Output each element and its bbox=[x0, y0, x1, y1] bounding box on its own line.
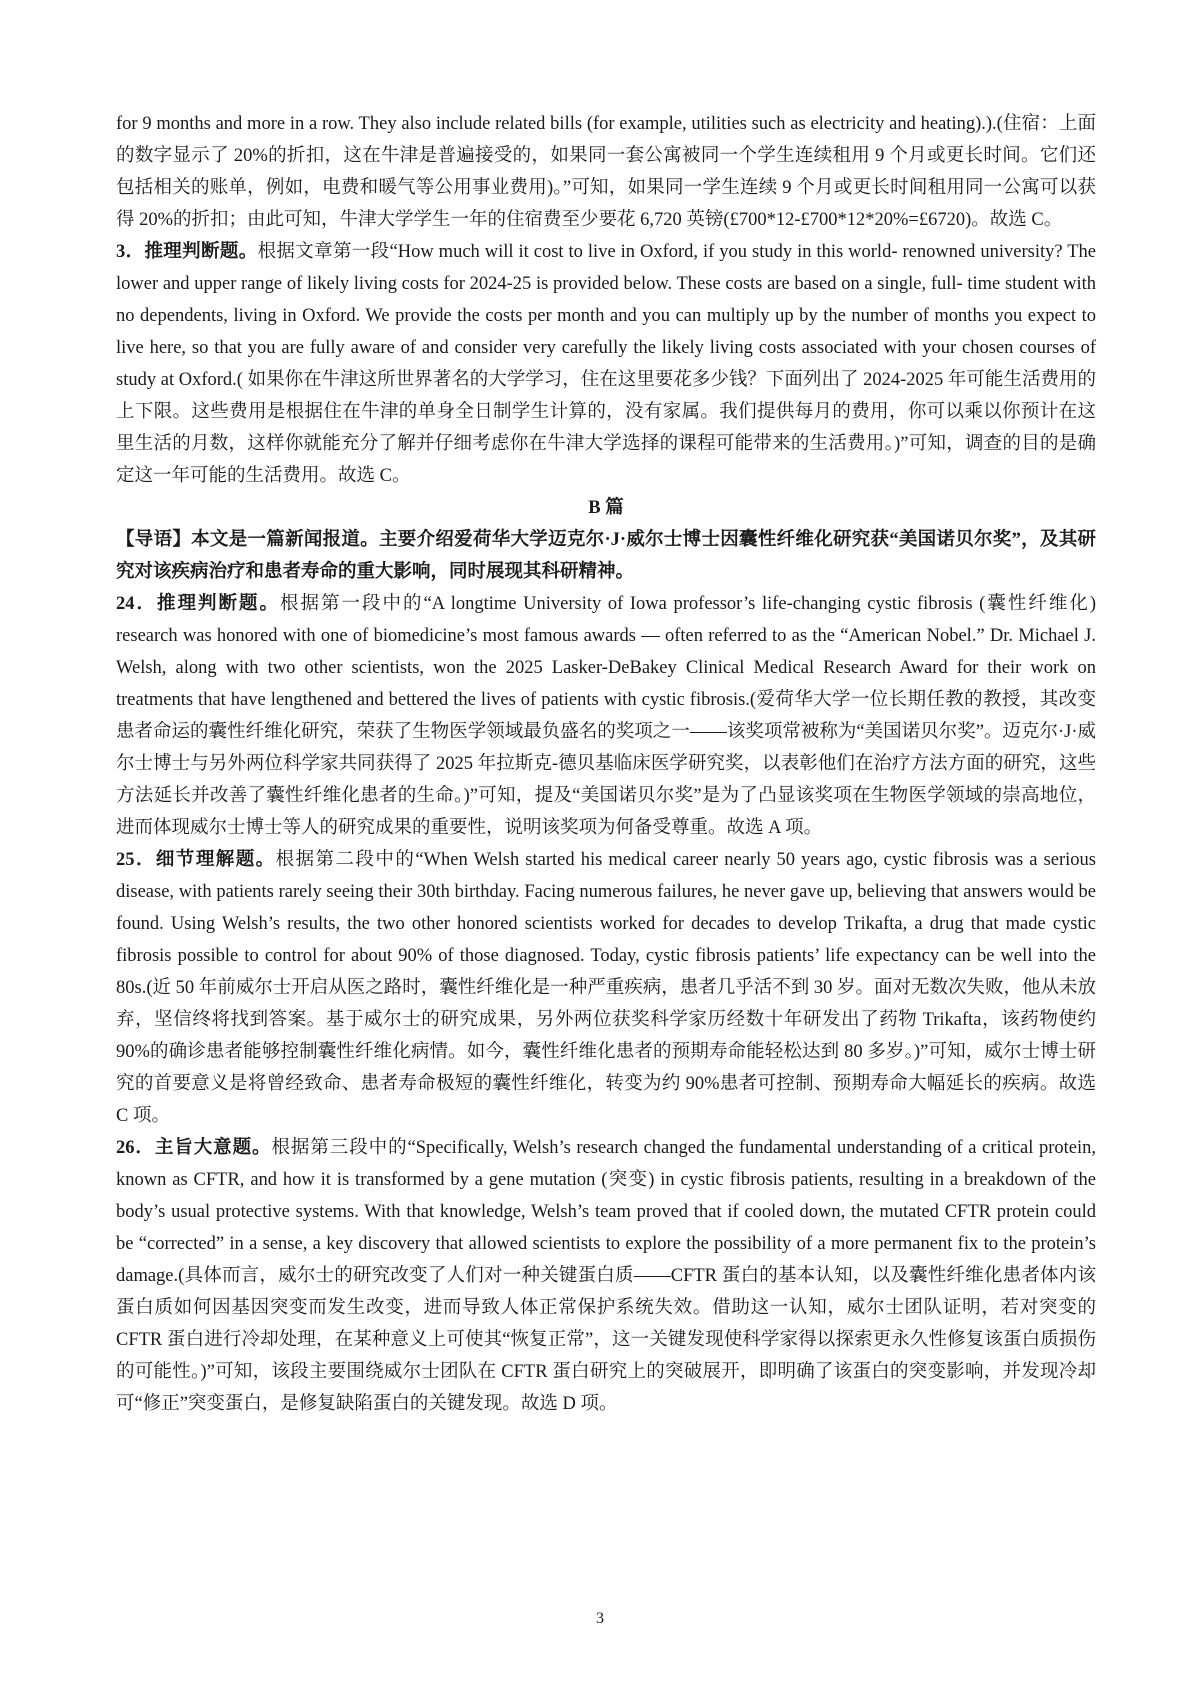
continuation-paragraph: for 9 months and more in a row. They also include related bills (for example, utilities such as electricity and heating).).(住宿：上面的数字显示了 20%的折扣，这在牛津是普遍接受的，如果同一套公寓被同一个学生连续租用 9 个月或更长时间。它们还包括相关的账单，例如，电费和暖气等公用事业费用)。”可知，如果同一学生连续 9 个月或更长时间租用同一公寓可以获得 20%的折扣；由此可知，牛津大学学生一年的住宿费至少要花 6,720 英镑(£700*12-£700*12*20%=£6720)。故选 C。 bbox=[116, 114, 1096, 230]
document-page bbox=[116, 108, 1096, 1420]
item-label: 26．主旨大意题。 bbox=[116, 1138, 272, 1158]
item-label: 24．推理判断题。 bbox=[116, 594, 281, 614]
item-text: 根据第三段中的“Specifically, Welsh’s research changed the fundamental understanding of a critical protein, known as CFTR, and how it is transformed by a gene mutation (突变) in cystic fibrosis patients, resulting in a breakdown of the body’s usual protective systems. With that knowledge, Welsh’s team proved that if cooled down, the mutated CFTR protein could be “corrected” in a sense, a key discovery that allowed scientists to explore the possibility of a more permanent fix to the protein’s damage.(具体而言，威尔士的研究改变了人们对一种关键蛋白质——CFTR 蛋白的基本认知，以及囊性纤维化患者体内该蛋白质如何因基因突变而发生改变，进而导致人体正常保护系统失效。借助这一认知，威尔士团队证明，若对突变的 CFTR 蛋白进行冷却处理，在某种意义上可使其“恢复正常”，这一关键发现使科学家得以探索更永久性修复该蛋白质损伤的可能性。)”可知，该段主要围绕威尔士团队在 CFTR 蛋白研究上的突破展开，即明确了该蛋白的突变影响，并发现冷却可“修正”突变蛋白，是修复缺陷蛋白的关键发现。故选 D 项。 bbox=[116, 1138, 1096, 1414]
page-number: 3 bbox=[596, 1610, 604, 1627]
section-title: B 篇 bbox=[588, 498, 624, 518]
item-label: 25．细节理解题。 bbox=[116, 850, 276, 870]
answer-item-26 bbox=[116, 1132, 1096, 1420]
section-intro: 【导语】本文是一篇新闻报道。主要介绍爱荷华大学迈克尔·J·威尔士博士因囊性纤维化研究获“美国诺贝尔奖”，及其研究对该疾病治疗和患者寿命的重大影响，同时展现其科研精神。 bbox=[116, 530, 1096, 582]
answer-item-24 bbox=[116, 588, 1096, 844]
item-text: 根据第二段中的“When Welsh started his medical career nearly 50 years ago, cystic fibrosis was a serious disease, with patients rarely seeing their 30th birthday. Facing numerous failures, he never gave up, believing that answers would be found. Using Welsh’s results, the two other honored scientists worked for decades to develop Trikafta, a drug that made cystic fibrosis possible to control for about 90% of those diagnosed. Today, cystic fibrosis patients’ life expectancy can be well into the 80s.(近 50 年前威尔士开启从医之路时，囊性纤维化是一种严重疾病，患者几乎活不到 30 岁。面对无数次失败，他从未放弃，坚信终将找到答案。基于威尔士的研究成果，另外两位获奖科学家历经数十年研发出了药物 Trikafta，该药物使约 90%的确诊患者能够控制囊性纤维化病情。如今，囊性纤维化患者的预期寿命能轻松达到 80 多岁。)”可知，威尔士博士研究的首要意义是将曾经致命、患者寿命极短的囊性纤维化，转变为约 90%患者可控制、预期寿命大幅延长的疾病。故选 C 项。 bbox=[116, 850, 1096, 1126]
answer-item-25 bbox=[116, 844, 1096, 1132]
answer-item-3 bbox=[116, 236, 1096, 492]
item-label: 3．推理判断题。 bbox=[116, 242, 258, 262]
item-text: 根据第一段中的“A longtime University of Iowa professor’s life-changing cystic fibrosis (囊性纤维化) research was honored with one of biomedicine’s most famous awards — often referred to as the “American Nobel.” Dr. Michael J. Welsh, along with two other scientists, won the 2025 Lasker-DeBakey Clinical Medical Research Award for their work on treatments that have lengthened and bettered the lives of patients with cystic fibrosis.(爱荷华大学一位长期任教的教授，其改变患者命运的囊性纤维化研究，荣获了生物医学领域最负盛名的奖项之一——该奖项常被称为“美国诺贝尔奖”。迈克尔·J·威尔士博士与另外两位科学家共同获得了 2025 年拉斯克-德贝基临床医学研究奖，以表彰他们在治疗方法方面的研究，这些方法延长并改善了囊性纤维化患者的生命。)”可知，提及“美国诺贝尔奖”是为了凸显该奖项在生物医学领域的崇高地位，进而体现威尔士博士等人的研究成果的重要性，说明该奖项为何备受尊重。故选 A 项。 bbox=[116, 594, 1096, 838]
item-text: 根据文章第一段“How much will it cost to live in Oxford, if you study in this world- renowned university? The lower and upper range of likely living costs for 2024-25 is provided below. These costs are based on a single, full- time student with no dependents, living in Oxford. We provide the costs per month and you can multiply up by the number of months you expect to live here, so that you are fully aware of and consider very carefully the likely living costs associated with your chosen courses of study at Oxford.( 如果你在牛津这所世界著名的大学学习，住在这里要花多少钱？下面列出了 2024-2025 年可能生活费用的上下限。这些费用是根据住在牛津的单身全日制学生计算的，没有家属。我们提供每月的费用，你可以乘以你预计在这里生活的月数，这样你就能充分了解并仔细考虑你在牛津大学选择的课程可能带来的生活费用。)”可知，调查的目的是确定这一年可能的生活费用。故选 C。 bbox=[116, 242, 1096, 486]
